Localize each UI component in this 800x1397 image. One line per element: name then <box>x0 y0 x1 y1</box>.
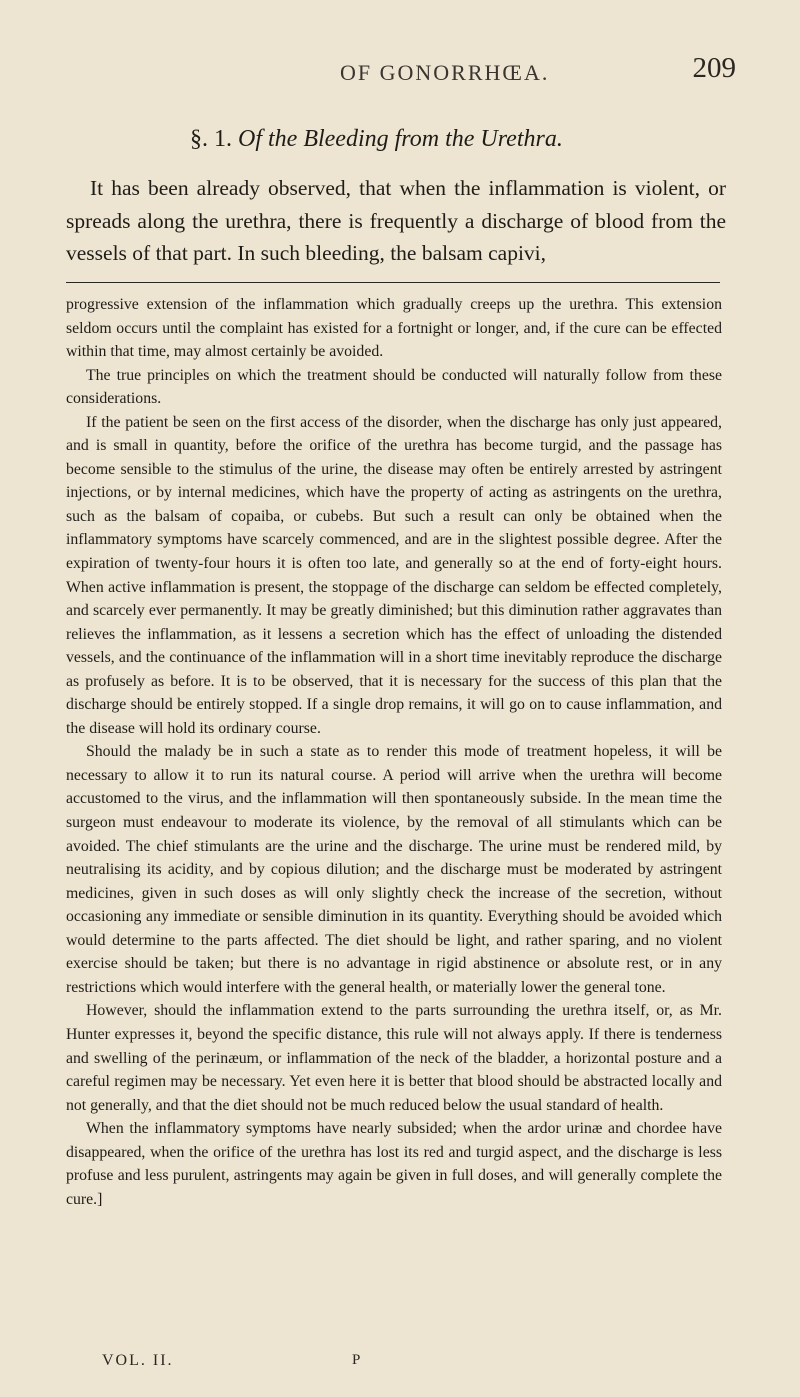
section-title: Of the Bleeding from the Urethra. <box>238 126 563 152</box>
volume-signature: VOL. II. <box>102 1352 174 1369</box>
running-head: OF GONORRHŒA. <box>340 60 550 85</box>
page-number: 209 <box>692 52 736 84</box>
footnote-paragraph: progressive extension of the inflammation which gradually creeps up the urethra. This extension seldom occurs until the complaint has existed for a fortnight or longer, and, if the cure can be effected within that time, may almost certainly be avoided. <box>66 296 722 361</box>
section-number: §. 1. <box>190 126 232 152</box>
footnote-paragraph: When the inflammatory symptoms have nearly subsided; when the ardor urinæ and chordee have disappeared, when the orifice of the urethra has lost its red and turgid aspect, and the discharge is less profuse and less purulent, astringents may again be given in full doses, and will generally complete the cure.] <box>66 1120 722 1208</box>
footnote-paragraph: The true principles on which the treatment should be conducted will naturally follow from these considerations. <box>66 366 722 408</box>
signature-letter: P <box>352 1352 361 1368</box>
footnote-block <box>66 293 722 1211</box>
main-paragraph: It has been already observed, that when the inflammation is violent, or spreads along the urethra, there is frequently a discharge of blood from the vessels of that part. In such bleeding, the balsam capivi, <box>66 176 726 265</box>
main-text <box>66 172 726 270</box>
footnote-paragraph: If the patient be seen on the first access of the disorder, when the discharge has only just appeared, and is small in quantity, before the orifice of the urethra has become turgid, and the passage has become sensible to the stimulus of the urine, the disease may often be entirely arrested by astringent injections, or by internal medicines, which have the property of acting as astringents on the urethra, such as the balsam of copaiba, or cubebs. But such a result can only be obtained when the inflammatory symptoms have scarcely commenced, and are in the slightest possible degree. After the expiration of twenty-four hours it is often too late, and generally so at the end of forty-eight hours. When active inflammation is present, the stoppage of the discharge can seldom be effected completely, and scarcely ever permanently. It may be greatly diminished; but this diminution rather aggravates than relieves the inflammation, as it lessens a secretion which has the effect of unloading the distended vessels, and the continuance of the inflammation will in a short time inevitably reproduce the discharge as profusely as before. It is to be observed, that it is necessary for the success of this plan that the discharge should be entirely stopped. If a single drop remains, it will go on to cause inflammation, and the disease will hold its ordinary course. <box>66 413 722 737</box>
footnote-rule <box>66 282 720 283</box>
footnote-paragraph: However, should the inflammation extend to the parts surrounding the urethra itself, or, as Mr. Hunter expresses it, beyond the specific distance, this rule will not always apply. If there is tenderness and swelling of the perinæum, or inflammation of the neck of the bladder, a horizontal posture and a careful regimen may be necessary. Yet even here it is better that blood should be abstracted locally and not generally, and that the diet should not be much reduced below the usual standard of health. <box>66 1002 722 1114</box>
section-heading <box>190 126 563 153</box>
footnote-paragraph: Should the malady be in such a state as to render this mode of treatment hopeless, it will be necessary to allow it to run its natural course. A period will arrive when the urethra will become accustomed to the virus, and the inflammation will then spontaneously subside. In the mean time the surgeon must endeavour to moderate its violence, by the removal of all stimulants which can be avoided. The chief stimulants are the urine and the discharge. The urine must be rendered mild, by neutralising its acidity, and by copious dilution; and the discharge must be moderated by astringent medicines, given in such doses as will only slightly check the increase of the secretion, without occasioning any immediate or sensible diminution in its quantity. Everything should be avoided which would determine to the parts affected. The diet should be light, and rather sparing, and no violent exercise should be taken; but there is no advantage in rigid abstinence or absolute rest, or in any restrictions which would interfere with the general health, or materially lower the general tone. <box>66 743 722 996</box>
